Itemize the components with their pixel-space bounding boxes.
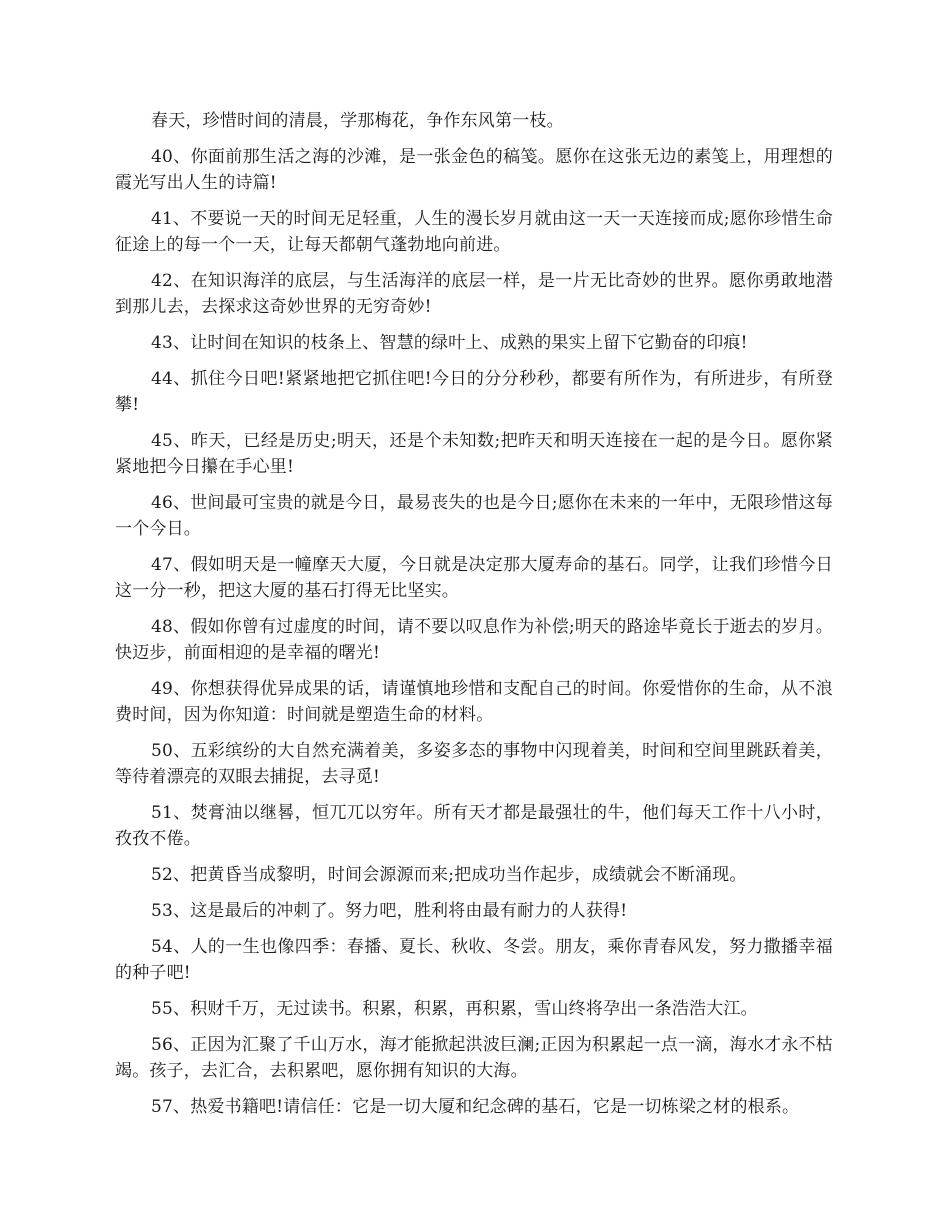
paragraph-50: 50、五彩缤纷的大自然充满着美，多姿多态的事物中闪现着美，时间和空间里跳跃着美，等待着漂亮的双眼去捕捉，去寻觅! <box>115 741 833 787</box>
paragraph-53: 53、这是最后的冲刺了。努力吧，胜利将由最有耐力的人获得! <box>151 901 628 921</box>
paragraph-40: 40、你面前那生活之海的沙滩，是一张金色的稿笺。愿你在这张无边的素笺上，用理想的霞光写出人生的诗篇! <box>115 147 833 193</box>
paragraph-49: 49、你想获得优异成果的话，请谨慎地珍惜和支配自己的时间。你爱惜你的生命，从不浪费时间，因为你知道：时间就是塑造生命的材料。 <box>115 679 833 725</box>
paragraph-45: 45、昨天，已经是历史;明天，还是个未知数;把昨天和明天连接在一起的是今日。愿你紧紧地把今日攥在手心里! <box>115 431 833 477</box>
paragraph-55: 55、积财千万，无过读书。积累，积累，再积累，雪山终将孕出一条浩浩大江。 <box>151 999 758 1019</box>
paragraph-54: 54、人的一生也像四季：春播、夏长、秋收、冬尝。朋友，乘你青春风发，努力撒播幸福的种子吧! <box>115 937 833 983</box>
paragraph-51: 51、焚膏油以继晷，恒兀兀以穷年。所有天才都是最强壮的牛，他们每天工作十八小时，孜孜不倦。 <box>115 803 833 849</box>
document-body <box>115 108 833 1130</box>
paragraph-52: 52、把黄昏当成黎明，时间会源源而来;把成功当作起步，成绩就会不断涌现。 <box>151 865 747 885</box>
paragraph-57: 57、热爱书籍吧!请信任：它是一切大厦和纪念碑的基石，它是一切栋梁之材的根系。 <box>151 1097 800 1117</box>
paragraph-42: 42、在知识海洋的底层，与生活海洋的底层一样，是一片无比奇妙的世界。愿你勇敢地潜到那儿去，去探求这奇妙世界的无穷奇妙! <box>115 271 833 317</box>
paragraph-41: 41、不要说一天的时间无足轻重，人生的漫长岁月就由这一天一天连接而成;愿你珍惜生命征途上的每一个一天，让每天都朝气蓬勃地向前进。 <box>115 209 833 255</box>
paragraph-48: 48、假如你曾有过虚度的时间，请不要以叹息作为补偿;明天的路途毕竟长于逝去的岁月。快迈步，前面相迎的是幸福的曙光! <box>115 617 833 663</box>
paragraph-47: 47、假如明天是一幢摩天大厦，今日就是决定那大厦寿命的基石。同学，让我们珍惜今日这一分一秒，把这大厦的基石打得无比坚实。 <box>115 555 833 601</box>
paragraph-46: 46、世间最可宝贵的就是今日，最易丧失的也是今日;愿你在未来的一年中，无限珍惜这每一个今日。 <box>115 493 833 539</box>
paragraph-56: 56、正因为汇聚了千山万水，海才能掀起洪波巨澜;正因为积累起一点一滴，海水才永不枯竭。孩子，去汇合，去积累吧，愿你拥有知识的大海。 <box>115 1035 833 1081</box>
paragraph-44: 44、抓住今日吧!紧紧地把它抓住吧!今日的分分秒秒，都要有所作为，有所进步，有所登攀! <box>115 369 833 415</box>
paragraph-intro: 春天，珍惜时间的清晨，学那梅花，争作东风第一枝。 <box>151 111 564 131</box>
paragraph-43: 43、让时间在知识的枝条上、智慧的绿叶上、成熟的果实上留下它勤奋的印痕! <box>151 333 748 353</box>
